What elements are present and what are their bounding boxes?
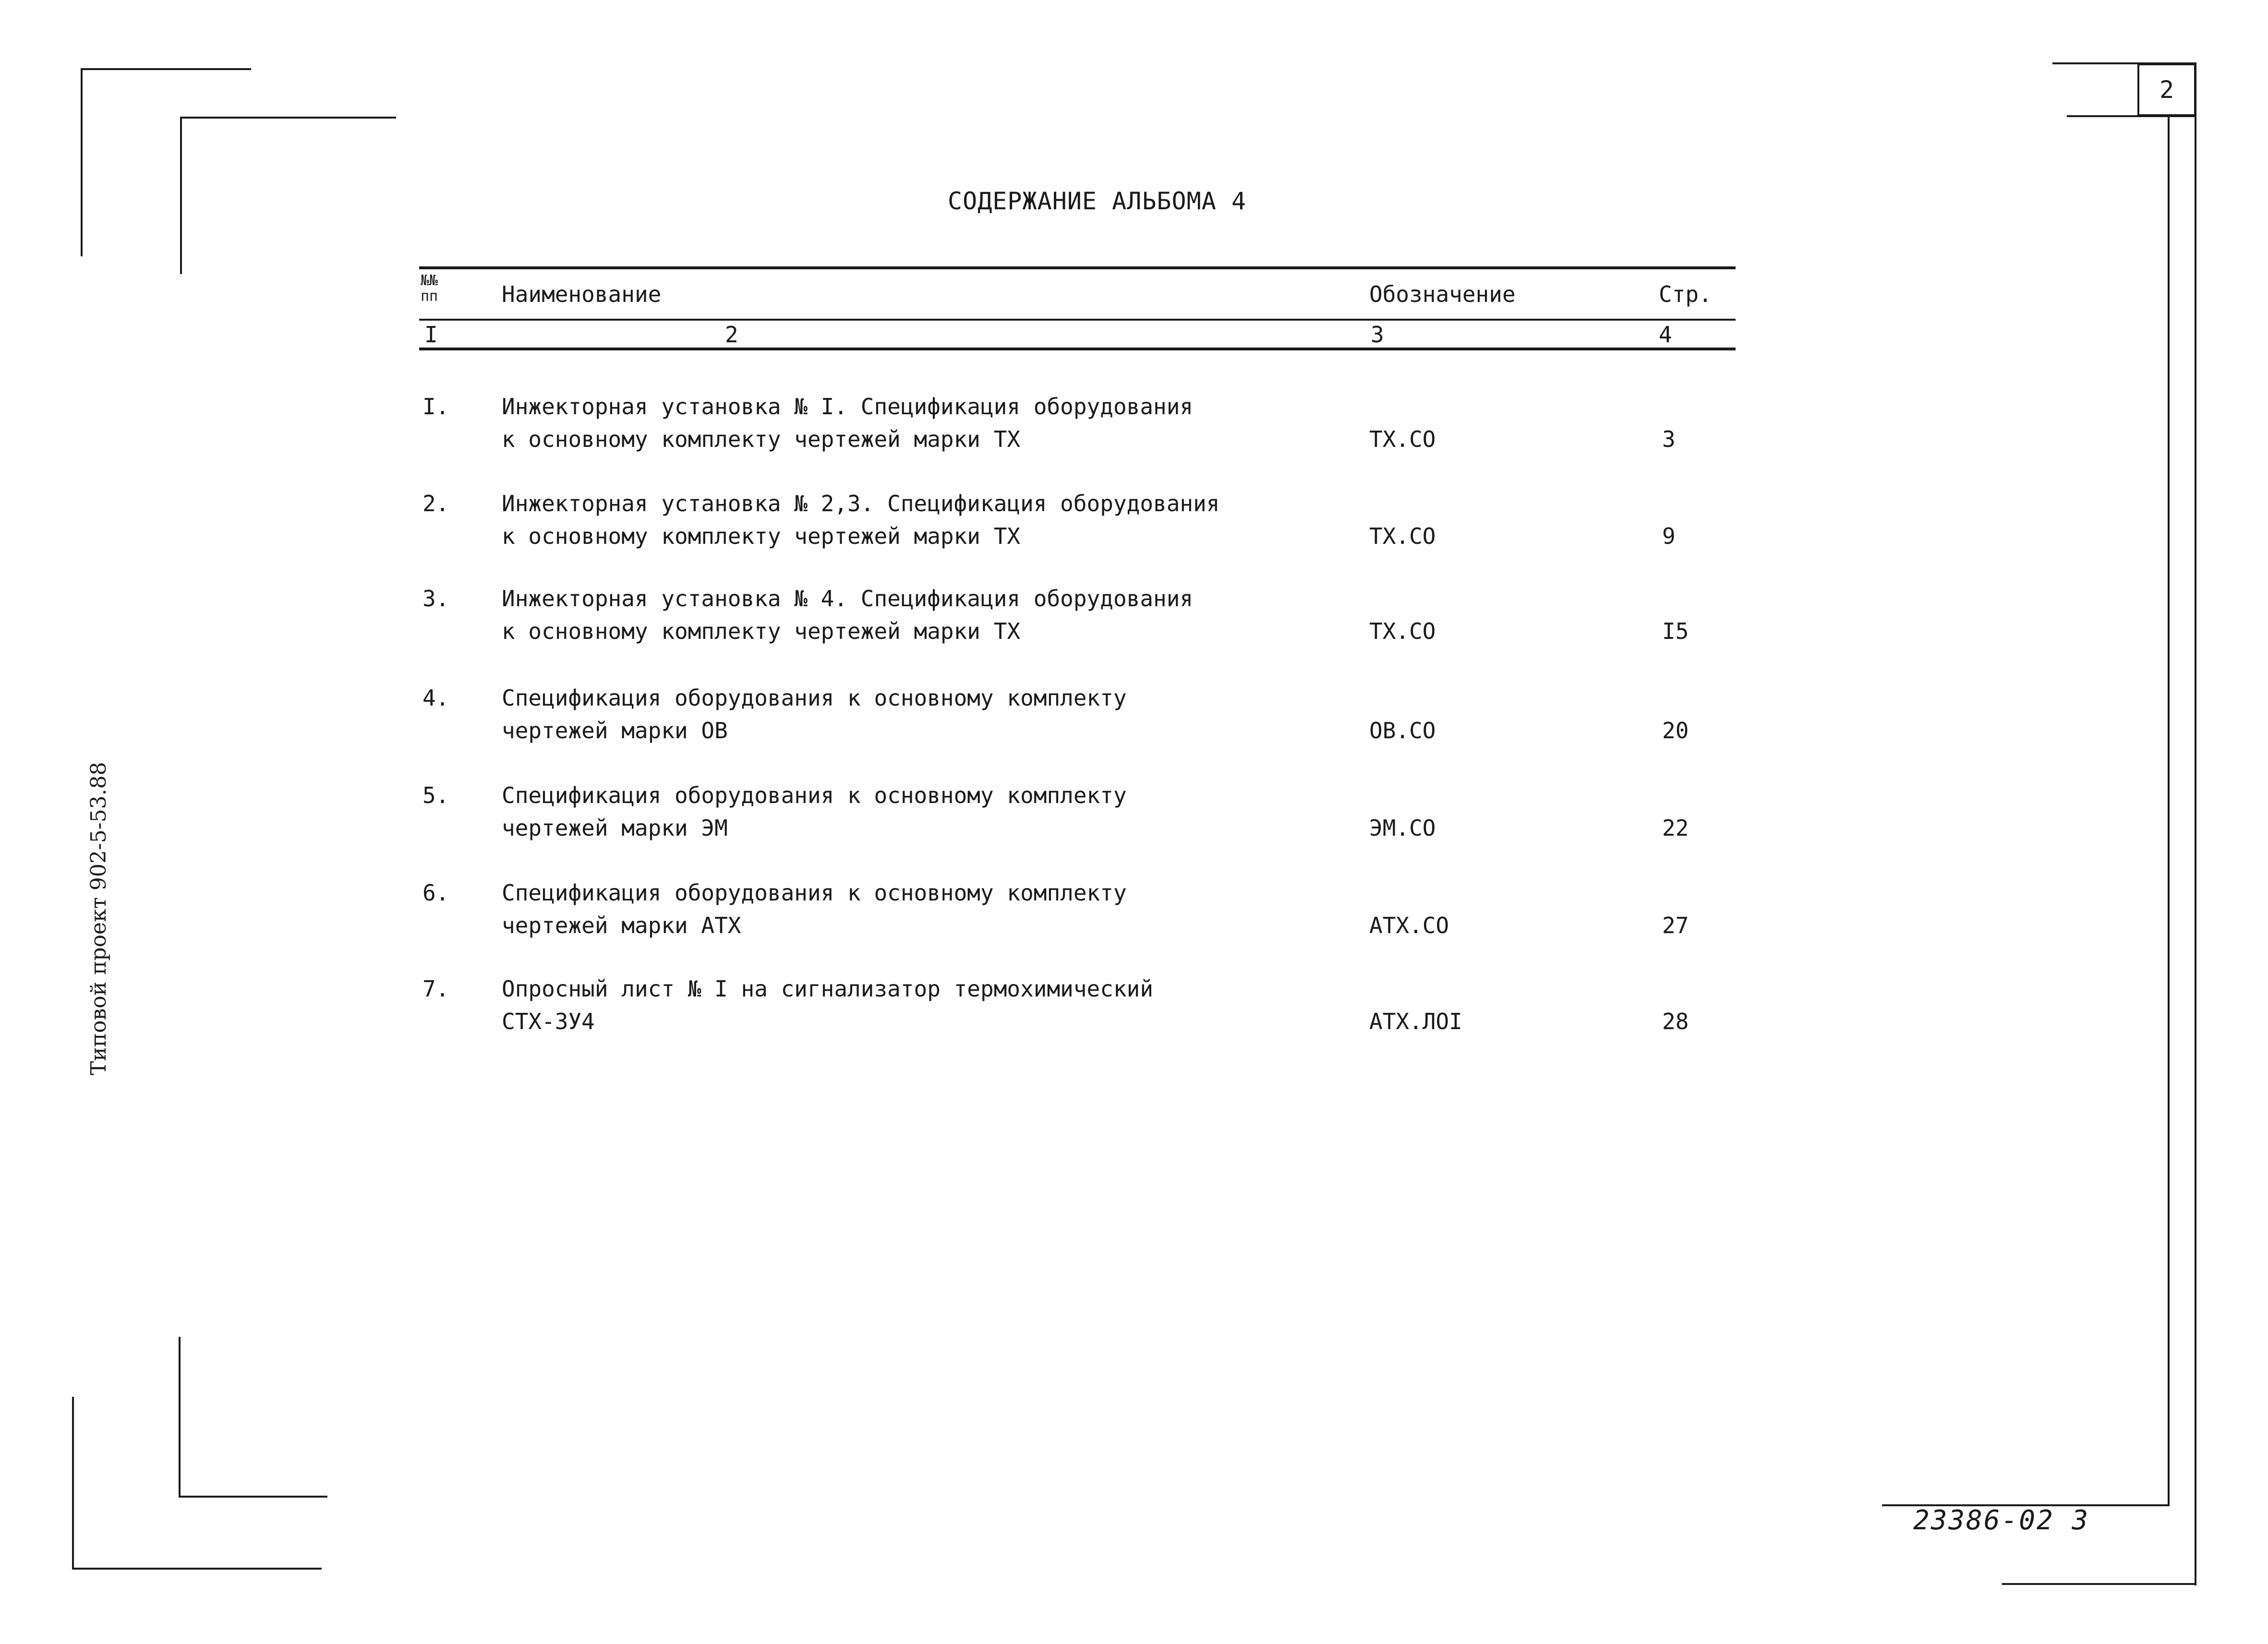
- header-num: №№ пп: [421, 272, 438, 305]
- document-stamp: 23386-02 3: [1913, 1505, 2090, 1536]
- column-number: 3: [1371, 322, 1384, 348]
- row-page: 22: [1662, 815, 1689, 841]
- row-number: 3.: [422, 586, 449, 612]
- table-rule-top: [419, 266, 1736, 269]
- frame-line: [179, 1496, 327, 1498]
- row-name-cont: чертежей марки ОВ: [502, 718, 728, 744]
- row-page: I5: [1662, 618, 1689, 644]
- frame-line: [72, 1397, 74, 1570]
- row-name: Инжекторная установка № 4. Спецификация оборудования: [502, 586, 1194, 612]
- frame-line: [180, 117, 396, 119]
- row-number: 6.: [422, 880, 449, 906]
- row-number: 7.: [422, 976, 449, 1002]
- row-code: АТХ.СО: [1369, 912, 1449, 938]
- row-name: Спецификация оборудования к основному комплекту: [502, 880, 1127, 906]
- row-name-cont: СТХ-3У4: [502, 1008, 595, 1034]
- row-name-cont: к основному комплекту чертежей марки ТХ: [502, 426, 1021, 452]
- table-rule: [419, 319, 1736, 321]
- column-number: 4: [1659, 322, 1672, 348]
- row-name: Опросный лист № I на сигнализатор термохимический: [502, 976, 1154, 1002]
- frame-line: [180, 117, 182, 274]
- table-rule: [419, 348, 1736, 350]
- row-code: ТХ.СО: [1369, 618, 1436, 644]
- row-name-cont: чертежей марки АТХ: [502, 912, 741, 938]
- frame-line: [179, 1337, 181, 1498]
- side-label: Типовой проект 902-5-53.88: [86, 762, 111, 1075]
- row-number: 4.: [422, 685, 449, 711]
- frame-line: [2168, 115, 2170, 1506]
- row-number: I.: [422, 394, 449, 420]
- row-code: ОВ.СО: [1369, 718, 1436, 744]
- row-name-cont: к основному комплекту чертежей марки ТХ: [502, 618, 1021, 644]
- header-name: Наименование: [502, 281, 662, 307]
- frame-line: [2002, 1583, 2196, 1585]
- page-title: СОДЕРЖАНИЕ АЛЬБОМА 4: [948, 187, 1247, 215]
- row-name-cont: к основному комплекту чертежей марки ТХ: [502, 523, 1021, 549]
- header-page: Стр.: [1659, 281, 1712, 307]
- row-code: ТХ.СО: [1369, 523, 1436, 549]
- frame-line: [72, 1568, 322, 1570]
- row-page: 3: [1662, 426, 1676, 452]
- row-page: 20: [1662, 718, 1689, 744]
- frame-line: [2195, 62, 2196, 1585]
- row-name-cont: чертежей марки ЭМ: [502, 815, 728, 841]
- row-code: ТХ.СО: [1369, 426, 1436, 452]
- row-name: Спецификация оборудования к основному комплекту: [502, 685, 1127, 711]
- row-page: 9: [1662, 523, 1676, 549]
- row-name: Инжекторная установка № 2,3. Спецификация оборудования: [502, 491, 1220, 516]
- row-name: Спецификация оборудования к основному комплекту: [502, 782, 1127, 808]
- row-name: Инжекторная установка № I. Спецификация оборудования: [502, 394, 1194, 420]
- column-number: 2: [725, 322, 738, 348]
- sheet-number: 2: [2137, 63, 2196, 116]
- frame-line: [81, 68, 83, 256]
- header-code: Обозначение: [1369, 281, 1516, 307]
- row-number: 2.: [422, 491, 449, 516]
- column-number: I: [424, 322, 438, 348]
- row-page: 27: [1662, 912, 1689, 938]
- row-code: ЭМ.СО: [1369, 815, 1436, 841]
- row-page: 28: [1662, 1008, 1689, 1034]
- row-code: АТХ.ЛОI: [1369, 1008, 1462, 1034]
- row-number: 5.: [422, 782, 449, 808]
- frame-line: [81, 68, 251, 70]
